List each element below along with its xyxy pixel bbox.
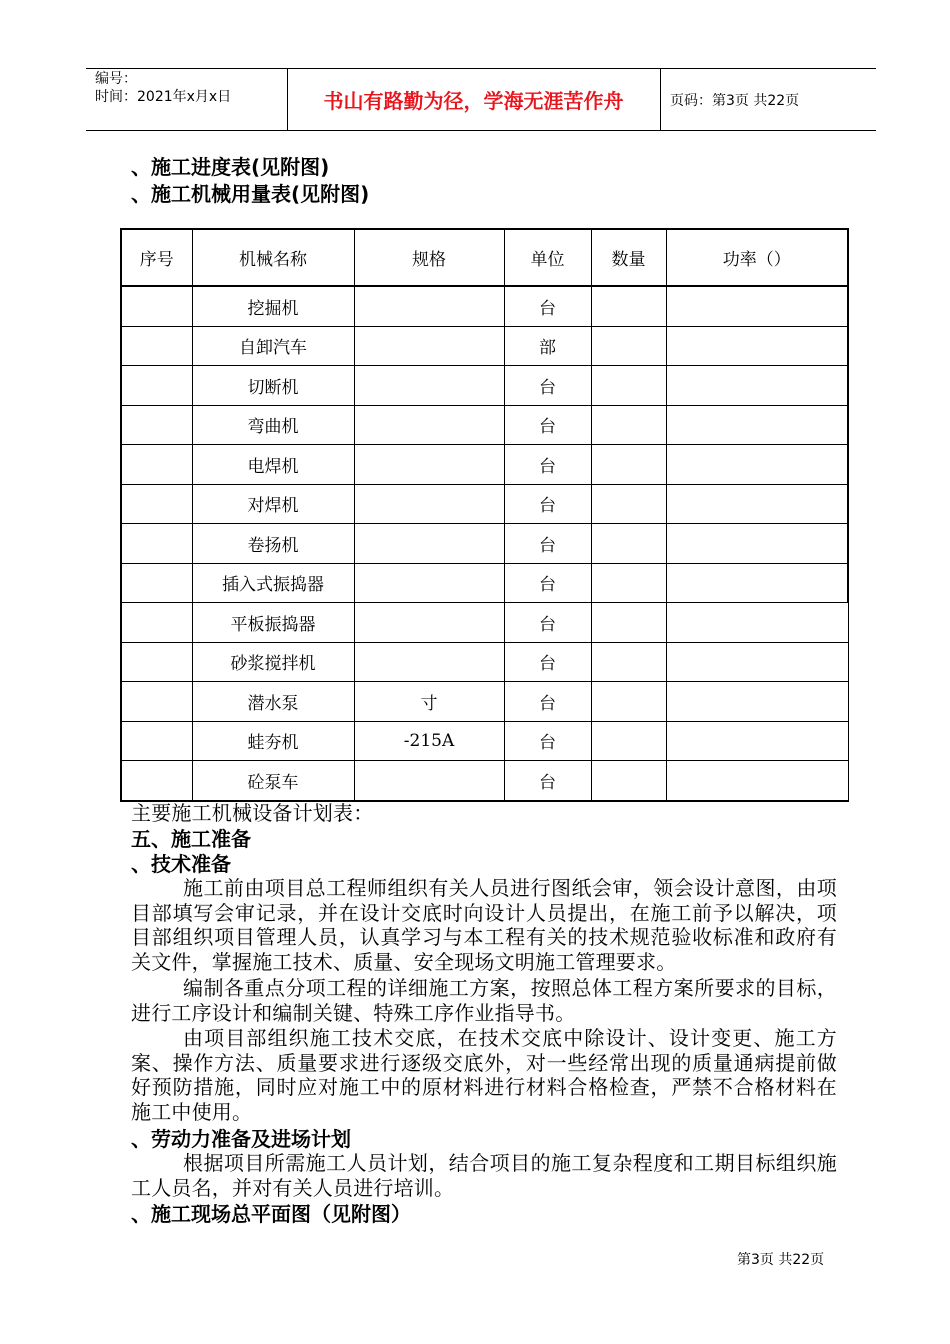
machine-qty: [591, 326, 666, 366]
row-no: [121, 445, 192, 485]
col-header-spec: 规格: [354, 229, 504, 286]
table-row: [121, 642, 848, 682]
machine-name: 弯曲机: [192, 405, 354, 445]
machine-name: 卷扬机: [192, 524, 354, 564]
table-row: [121, 286, 848, 326]
row-no: [121, 642, 192, 682]
machine-spec: [354, 761, 504, 801]
machine-power: [666, 326, 848, 366]
machine-name: 电焊机: [192, 445, 354, 485]
machine-spec: [354, 524, 504, 564]
machine-spec: [354, 366, 504, 406]
machine-power: [666, 642, 848, 682]
heading-machinery: 、施工机械用量表(见附图): [131, 182, 370, 206]
machine-qty: [591, 642, 666, 682]
paragraph-drawing-review: 施工前由项目总工程师组织有关人员进行图纸会审，领会设计意图，由项目部填写会审记录，并在设计交底时向设计人员提出，在施工前予以解决，项目部组织项目管理人员，认真学习与本工程有关的技术规范验收标准和政府有关文件，掌握施工技术、质量、安全现场文明施工管理要求。: [131, 876, 837, 974]
header-motto: 书山有路勤为径，学海无涯苦作舟: [287, 69, 661, 130]
row-no: [121, 563, 192, 603]
machine-name: 切断机: [192, 366, 354, 406]
table-row: [121, 603, 848, 643]
machine-name: 砂浆搅拌机: [192, 642, 354, 682]
machine-qty: [591, 286, 666, 326]
table-row: [121, 682, 848, 722]
row-no: [121, 286, 192, 326]
machine-qty: [591, 603, 666, 643]
table-caption: 主要施工机械设备计划表：: [131, 801, 374, 825]
row-no: [121, 366, 192, 406]
col-header-qty: 数量: [591, 229, 666, 286]
paragraph-labor-plan: 根据项目所需施工人员计划，结合项目的施工复杂程度和工期目标组织施工人员名，并对有关人员进行培训。: [131, 1151, 837, 1200]
machinery-table: [120, 228, 849, 802]
header-page-info: 页码：第3页 共22页: [670, 92, 800, 109]
page-footer: 第3页 共22页: [737, 1252, 825, 1268]
page-header: [86, 68, 876, 131]
machine-spec: [354, 484, 504, 524]
machine-spec: [354, 405, 504, 445]
row-no: [121, 524, 192, 564]
machine-qty: [591, 761, 666, 801]
machine-unit: 台: [504, 445, 591, 485]
machine-unit: 台: [504, 286, 591, 326]
labor-prep-heading: 、劳动力准备及进场计划: [131, 1127, 351, 1151]
machine-spec: [354, 603, 504, 643]
machine-power: [666, 524, 848, 564]
machine-power: [666, 603, 848, 643]
machine-name: 平板振捣器: [192, 603, 354, 643]
table-row: [121, 563, 848, 603]
table-row: [121, 366, 848, 406]
machine-name: 插入式振捣器: [192, 563, 354, 603]
table-row: [121, 326, 848, 366]
header-meta: [86, 69, 288, 130]
table-row: [121, 405, 848, 445]
row-no: [121, 326, 192, 366]
paragraph-tech-briefing: 由项目部组织施工技术交底，在技术交底中除设计、设计变更、施工方案、操作方法、质量要求进行逐级交底外，对一些经常出现的质量通病提前做好预防措施，同时应对施工中的原材料进行材料合格检查，严禁不合格材料在施工中使用。: [131, 1026, 837, 1124]
machine-qty: [591, 721, 666, 761]
col-header-name: 机械名称: [192, 229, 354, 286]
machine-power: [666, 682, 848, 722]
row-no: [121, 761, 192, 801]
row-no: [121, 484, 192, 524]
machine-power: [666, 761, 848, 801]
machine-power: [666, 563, 848, 603]
machine-unit: 台: [504, 682, 591, 722]
machine-qty: [591, 524, 666, 564]
machine-unit: 台: [504, 603, 591, 643]
machine-unit: 台: [504, 484, 591, 524]
machine-unit: 台: [504, 721, 591, 761]
machine-power: [666, 405, 848, 445]
machine-spec: [354, 642, 504, 682]
machine-spec: -215A: [354, 721, 504, 761]
machine-qty: [591, 405, 666, 445]
machine-power: [666, 445, 848, 485]
tech-prep-heading: 、技术准备: [131, 852, 231, 876]
row-no: [121, 405, 192, 445]
row-no: [121, 603, 192, 643]
machine-spec: [354, 286, 504, 326]
machine-unit: 台: [504, 761, 591, 801]
machine-power: [666, 286, 848, 326]
machine-unit: 台: [504, 405, 591, 445]
machine-power: [666, 366, 848, 406]
machine-unit: 台: [504, 366, 591, 406]
machine-spec: 寸: [354, 682, 504, 722]
col-header-power: 功率（）: [666, 229, 848, 286]
machine-name: 自卸汽车: [192, 326, 354, 366]
col-header-unit: 单位: [504, 229, 591, 286]
site-layout-heading: 、施工现场总平面图（见附图）: [131, 1202, 411, 1226]
machine-unit: 台: [504, 563, 591, 603]
machine-power: [666, 484, 848, 524]
machine-unit: 部: [504, 326, 591, 366]
table-row: [121, 721, 848, 761]
machine-spec: [354, 445, 504, 485]
row-no: [121, 682, 192, 722]
machine-qty: [591, 445, 666, 485]
machine-power: [666, 721, 848, 761]
table-row: [121, 524, 848, 564]
machine-qty: [591, 366, 666, 406]
machine-unit: 台: [504, 524, 591, 564]
machine-name: 砼泵车: [192, 761, 354, 801]
machine-qty: [591, 484, 666, 524]
heading-schedule: 、施工进度表(见附图): [131, 155, 330, 179]
machine-qty: [591, 682, 666, 722]
machine-qty: [591, 563, 666, 603]
doc-number-label: 编号：: [95, 71, 137, 87]
machine-name: 对焊机: [192, 484, 354, 524]
machine-unit: 台: [504, 642, 591, 682]
machine-name: 挖掘机: [192, 286, 354, 326]
table-row: [121, 445, 848, 485]
machine-spec: [354, 326, 504, 366]
machine-spec: [354, 563, 504, 603]
col-header-no: 序号: [121, 229, 192, 286]
section-five-heading: 五、施工准备: [131, 827, 251, 851]
table-header-row: [121, 229, 848, 286]
doc-date-label: 时间：2021年x月x日: [95, 89, 232, 105]
machine-name: 蛙夯机: [192, 721, 354, 761]
row-no: [121, 721, 192, 761]
machine-name: 潜水泵: [192, 682, 354, 722]
paragraph-construction-plan: 编制各重点分项工程的详细施工方案，按照总体工程方案所要求的目标，进行工序设计和编制关键、特殊工序作业指导书。: [131, 976, 837, 1025]
table-row: [121, 484, 848, 524]
table-row: [121, 761, 848, 801]
